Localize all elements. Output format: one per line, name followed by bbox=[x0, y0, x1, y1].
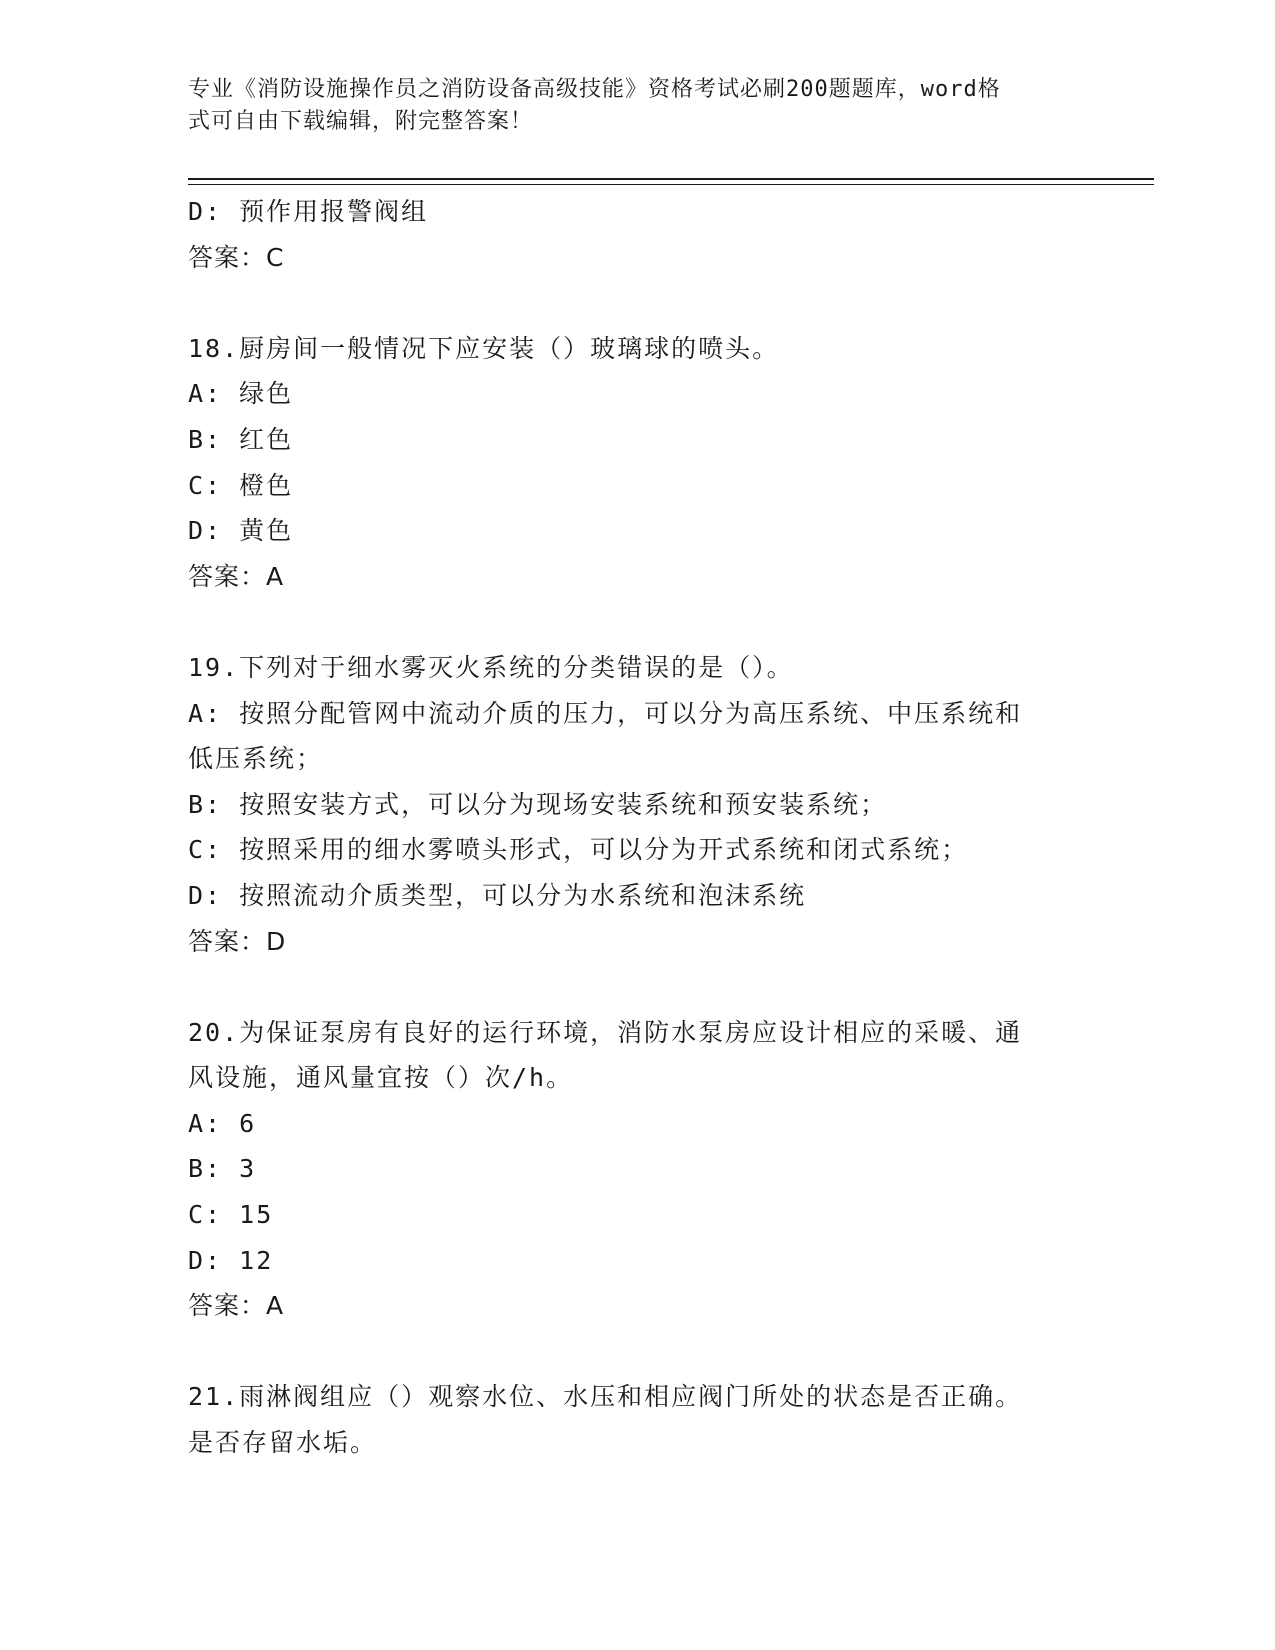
q18-option-b: B: 红色 bbox=[188, 424, 294, 454]
header-divider-thin bbox=[188, 184, 1154, 185]
prev-answer: 答案：C bbox=[188, 242, 285, 272]
q20-stem-line-2: 风设施，通风量宜按（）次/h。 bbox=[188, 1063, 574, 1093]
q19-option-a-line-1: A: 按照分配管网中流动介质的压力，可以分为高压系统、中压系统和 bbox=[188, 698, 1023, 728]
q18-option-c: C: 橙色 bbox=[188, 470, 294, 500]
q19-option-c: C: 按照采用的细水雾喷头形式，可以分为开式系统和闭式系统； bbox=[188, 835, 969, 865]
q18-option-a: A: 绿色 bbox=[188, 379, 294, 409]
header-line-1: 专业《消防设施操作员之消防设备高级技能》资格考试必刷200题题库，word格 bbox=[188, 77, 1001, 102]
prev-option-d: D: 预作用报警阀组 bbox=[188, 197, 429, 226]
document-header bbox=[188, 74, 1068, 138]
q20-answer: 答案：A bbox=[188, 1291, 285, 1321]
q19-option-d: D: 按照流动介质类型，可以分为水系统和泡沫系统 bbox=[188, 880, 807, 910]
q19-option-b: B: 按照安装方式，可以分为现场安装系统和预安装系统； bbox=[188, 789, 888, 819]
q19-answer: 答案：D bbox=[188, 926, 287, 956]
q20-option-a: A: 6 bbox=[188, 1108, 257, 1138]
spacer bbox=[188, 599, 1088, 645]
q19-option-a-line-2: 低压系统； bbox=[188, 744, 324, 774]
q18-answer: 答案：A bbox=[188, 561, 285, 591]
question-list bbox=[188, 189, 1088, 1466]
spacer bbox=[188, 280, 1088, 326]
q21-stem-line-2: 是否存留水垢。 bbox=[188, 1428, 378, 1458]
q20-stem-line-1: 20.为保证泵房有良好的运行环境，消防水泵房应设计相应的采暖、通 bbox=[188, 1017, 1023, 1047]
q20-option-d: D: 12 bbox=[188, 1245, 274, 1275]
q19-stem: 19.下列对于细水雾灭火系统的分类错误的是（）。 bbox=[188, 652, 794, 682]
q20-option-c: C: 15 bbox=[188, 1200, 274, 1230]
q18-option-d: D: 黄色 bbox=[188, 516, 294, 546]
q20-option-b: B: 3 bbox=[188, 1154, 257, 1184]
header-divider-thick bbox=[188, 178, 1154, 180]
q21-stem-line-1: 21.雨淋阀组应（）观察水位、水压和相应阀门所处的状态是否正确。 bbox=[188, 1382, 1023, 1412]
spacer bbox=[188, 964, 1088, 1010]
q18-stem: 18.厨房间一般情况下应安装（）玻璃球的喷头。 bbox=[188, 333, 780, 363]
spacer bbox=[188, 1329, 1088, 1375]
header-line-2: 式可自由下载编辑，附完整答案！ bbox=[188, 109, 534, 134]
